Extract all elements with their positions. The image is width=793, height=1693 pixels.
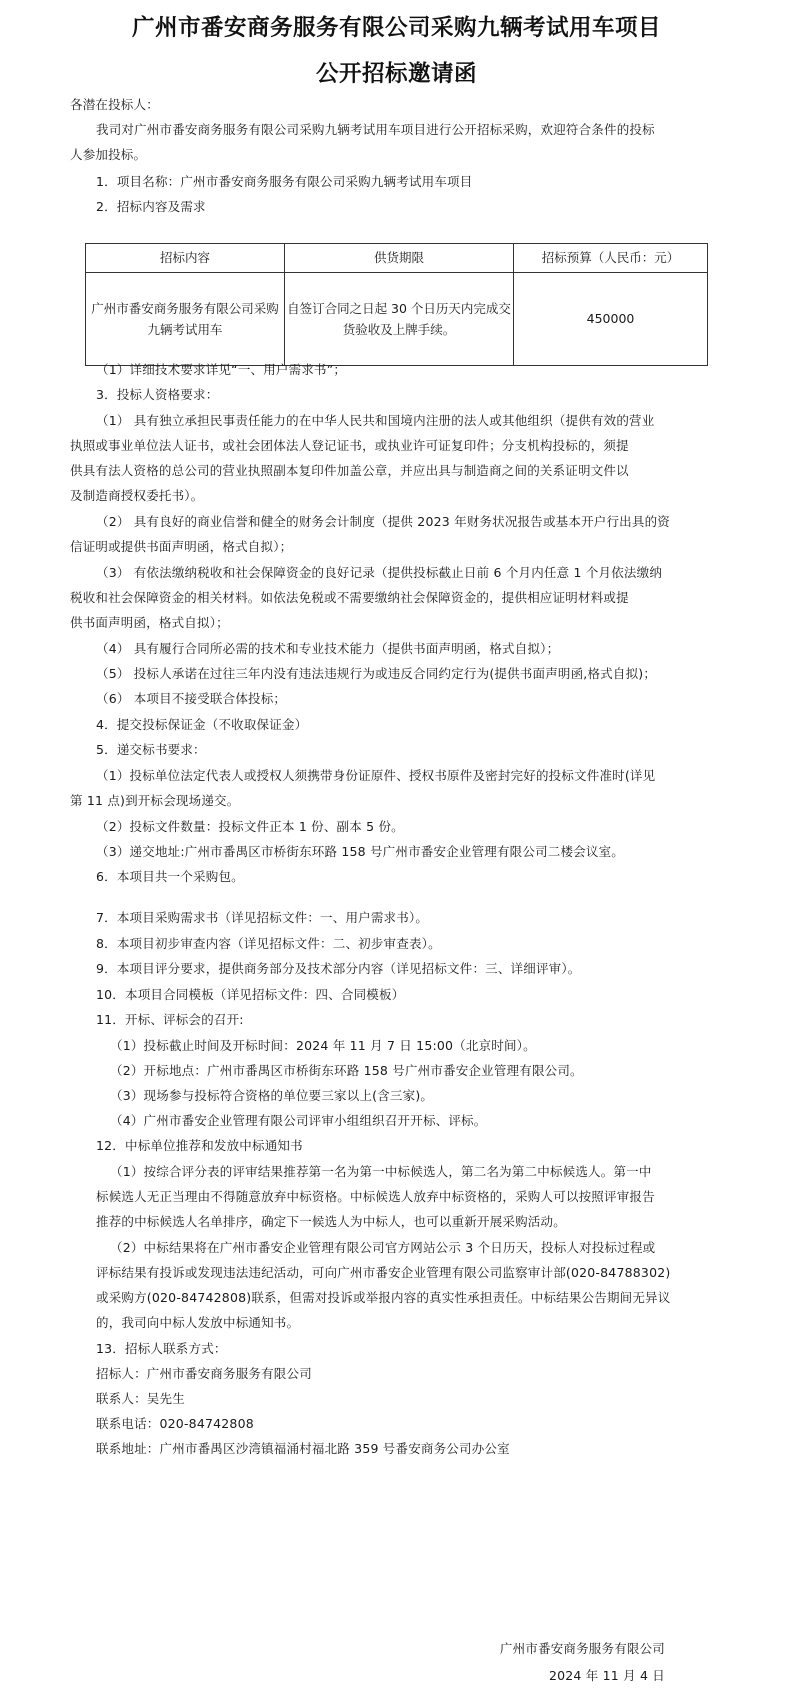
qualification-1-line: （1） 具有独立承担民事责任能力的在中华人民共和国境内注册的法人或其他组织（提供有效的营业	[96, 413, 655, 428]
submission-1-line: （1）投标单位法定代表人或授权人须携带身份证原件、授权书原件及密封完好的投标文件准时(详见	[96, 768, 656, 783]
qualification-6: （6） 本项目不接受联合体投标；	[96, 691, 287, 706]
qualification-2-line: （2） 具有良好的商业信誉和健全的财务会计制度（提供 2023 年财务状况报告或基本开户行出具的资	[96, 514, 670, 529]
footer-company: 广州市番安商务服务有限公司	[499, 1641, 665, 1656]
submission-3: （3）递交地址:广州市番禺区市桥街东环路 158 号广州市番安企业管理有限公司二楼会议室。	[96, 844, 624, 859]
qualification-4: （4） 具有履行合同所必需的技术和专业技术能力（提供书面声明函，格式自拟）；	[96, 641, 560, 656]
section-9: 9．本项目评分要求，提供商务部分及技术部分内容（详见招标文件：三、详细评审）。	[96, 961, 581, 976]
award-2-line: 的，我司向中标人发放中标通知书。	[96, 1315, 300, 1330]
cell-bid-content: 广州市番安商务服务有限公司采购 九辆考试用车	[86, 273, 285, 366]
award-1-line: 标候选人无正当理由不得随意放弃中标资格。中标候选人放弃中标资格的，采购人可以按照评审报告	[96, 1189, 655, 1204]
table-header-row	[86, 244, 708, 273]
qualification-3-line: 税收和社会保障资金的相关材料。如依法免税或不需要缴纳社会保障资金的，提供相应证明材料或提	[70, 590, 629, 605]
cell-delivery-period: 自签订合同之日起 30 个日历天内完成交 货验收及上牌手续。	[285, 273, 514, 366]
section-11-heading: 11．开标、评标会的召开:	[96, 1012, 244, 1027]
qualification-3-line: （3） 有依法缴纳税收和社会保障资金的良好记录（提供投标截止日前 6 个月内任意 1 个月依法缴纳	[96, 565, 663, 580]
qualification-2-line: 信证明或提供书面声明函，格式自拟）；	[70, 539, 293, 554]
qualification-3-line: 供书面声明函，格式自拟）；	[70, 615, 229, 630]
section-2-heading: 2．招标内容及需求	[96, 199, 206, 214]
contact-address: 联系地址：广州市番禺区沙湾镇福涌村福北路 359 号番安商务公司办公室	[96, 1441, 510, 1456]
section-12-heading: 12．中标单位推荐和发放中标通知书	[96, 1138, 303, 1153]
submission-1-line: 第 11 点)到开标会现场递交。	[70, 793, 240, 808]
contact-phone: 联系电话：020-84742808	[96, 1416, 254, 1431]
table-row	[86, 273, 708, 366]
header-delivery-period: 供货期限	[285, 244, 514, 273]
opening-3: （3）现场参与投标符合资格的单位要三家以上(含三家)。	[110, 1088, 434, 1103]
opening-4: （4）广州市番安企业管理有限公司评审小组组织召开开标、评标。	[110, 1113, 487, 1128]
award-1-line: （1）按综合评分表的评审结果推荐第一名为第一中标候选人，第二名为第二中标候选人。第一中	[110, 1164, 652, 1179]
section-4-deposit: 4．提交投标保证金（不收取保证金）	[96, 717, 308, 732]
qualification-1-line: 执照或事业单位法人证书，或社会团体法人登记证书，或执业许可证复印件；分支机构投标的，须提	[70, 438, 629, 453]
cell-bid-budget: 450000	[514, 273, 708, 366]
award-2-line: （2）中标结果将在广州市番安企业管理有限公司官方网站公示 3 个日历天，投标人对投标过程或	[110, 1240, 656, 1255]
opening-1: （1）投标截止时间及开标时间：2024 年 11 月 7 日 15:00（北京时间）。	[110, 1038, 536, 1053]
section-7: 7．本项目采购需求书（详见招标文件：一、用户需求书）。	[96, 910, 429, 925]
section-10: 10．本项目合同模板（详见招标文件：四、合同模板）	[96, 987, 405, 1002]
document-subtitle: 公开招标邀请函	[315, 61, 477, 87]
footer-date: 2024 年 11 月 4 日	[548, 1668, 665, 1683]
section-3-heading: 3．投标人资格要求：	[96, 387, 219, 402]
contact-person: 联系人：吴先生	[96, 1391, 185, 1406]
award-2-line: 或采购方(020-84742808)联系，但需对投诉或举报内容的真实性承担责任。中标结果公告期间无异议	[96, 1290, 671, 1305]
bid-content-table	[85, 243, 708, 366]
submission-2: （2）投标文件数量：投标文件正本 1 份、副本 5 份。	[96, 819, 404, 834]
contact-tenderer: 招标人：广州市番安商务服务有限公司	[96, 1366, 312, 1381]
header-bid-content: 招标内容	[86, 244, 285, 273]
qualification-5: （5） 投标人承诺在过往三年内没有违法违规行为或违反合同约定行为(提供书面声明函,格式自拟)；	[96, 666, 657, 681]
award-2-line: 评标结果有投诉或发现违法违纪活动，可向广州市番安企业管理有限公司监察审计部(020-84788302)	[96, 1265, 671, 1280]
section-8: 8．本项目初步审查内容（详见招标文件：二、初步审查表）。	[96, 936, 441, 951]
section-5-heading: 5．递交标书要求：	[96, 742, 206, 757]
qualification-1-line: 供具有法人资格的总公司的营业执照副本复印件加盖公章，并应出具与制造商之间的关系证明文件以	[70, 463, 629, 478]
section-6: 6．本项目共一个采购包。	[96, 869, 244, 884]
qualification-1-line: 及制造商授权委托书）。	[70, 488, 204, 503]
section-1-project-name: 1．项目名称：广州市番安商务服务有限公司采购九辆考试用车项目	[96, 174, 473, 189]
award-1-line: 推荐的中标候选人名单排序，确定下一候选人为中标人，也可以重新开展采购活动。	[96, 1214, 566, 1229]
section-13-heading: 13．招标人联系方式：	[96, 1341, 227, 1356]
header-bid-budget: 招标预算（人民币：元）	[514, 244, 708, 273]
section-2-note: （1）详细技术要求详见“一、用户需求书”；	[96, 362, 347, 377]
greeting: 各潜在投标人：	[70, 97, 159, 112]
opening-2: （2）开标地点：广州市番禺区市桥街东环路 158 号广州市番安企业管理有限公司。	[110, 1063, 583, 1078]
intro-line-1: 我司对广州市番安商务服务有限公司采购九辆考试用车项目进行公开招标采购，欢迎符合条件的投标	[96, 122, 655, 137]
intro-line-2: 人参加投标。	[70, 147, 147, 162]
document-title: 广州市番安商务服务有限公司采购九辆考试用车项目	[131, 15, 661, 41]
